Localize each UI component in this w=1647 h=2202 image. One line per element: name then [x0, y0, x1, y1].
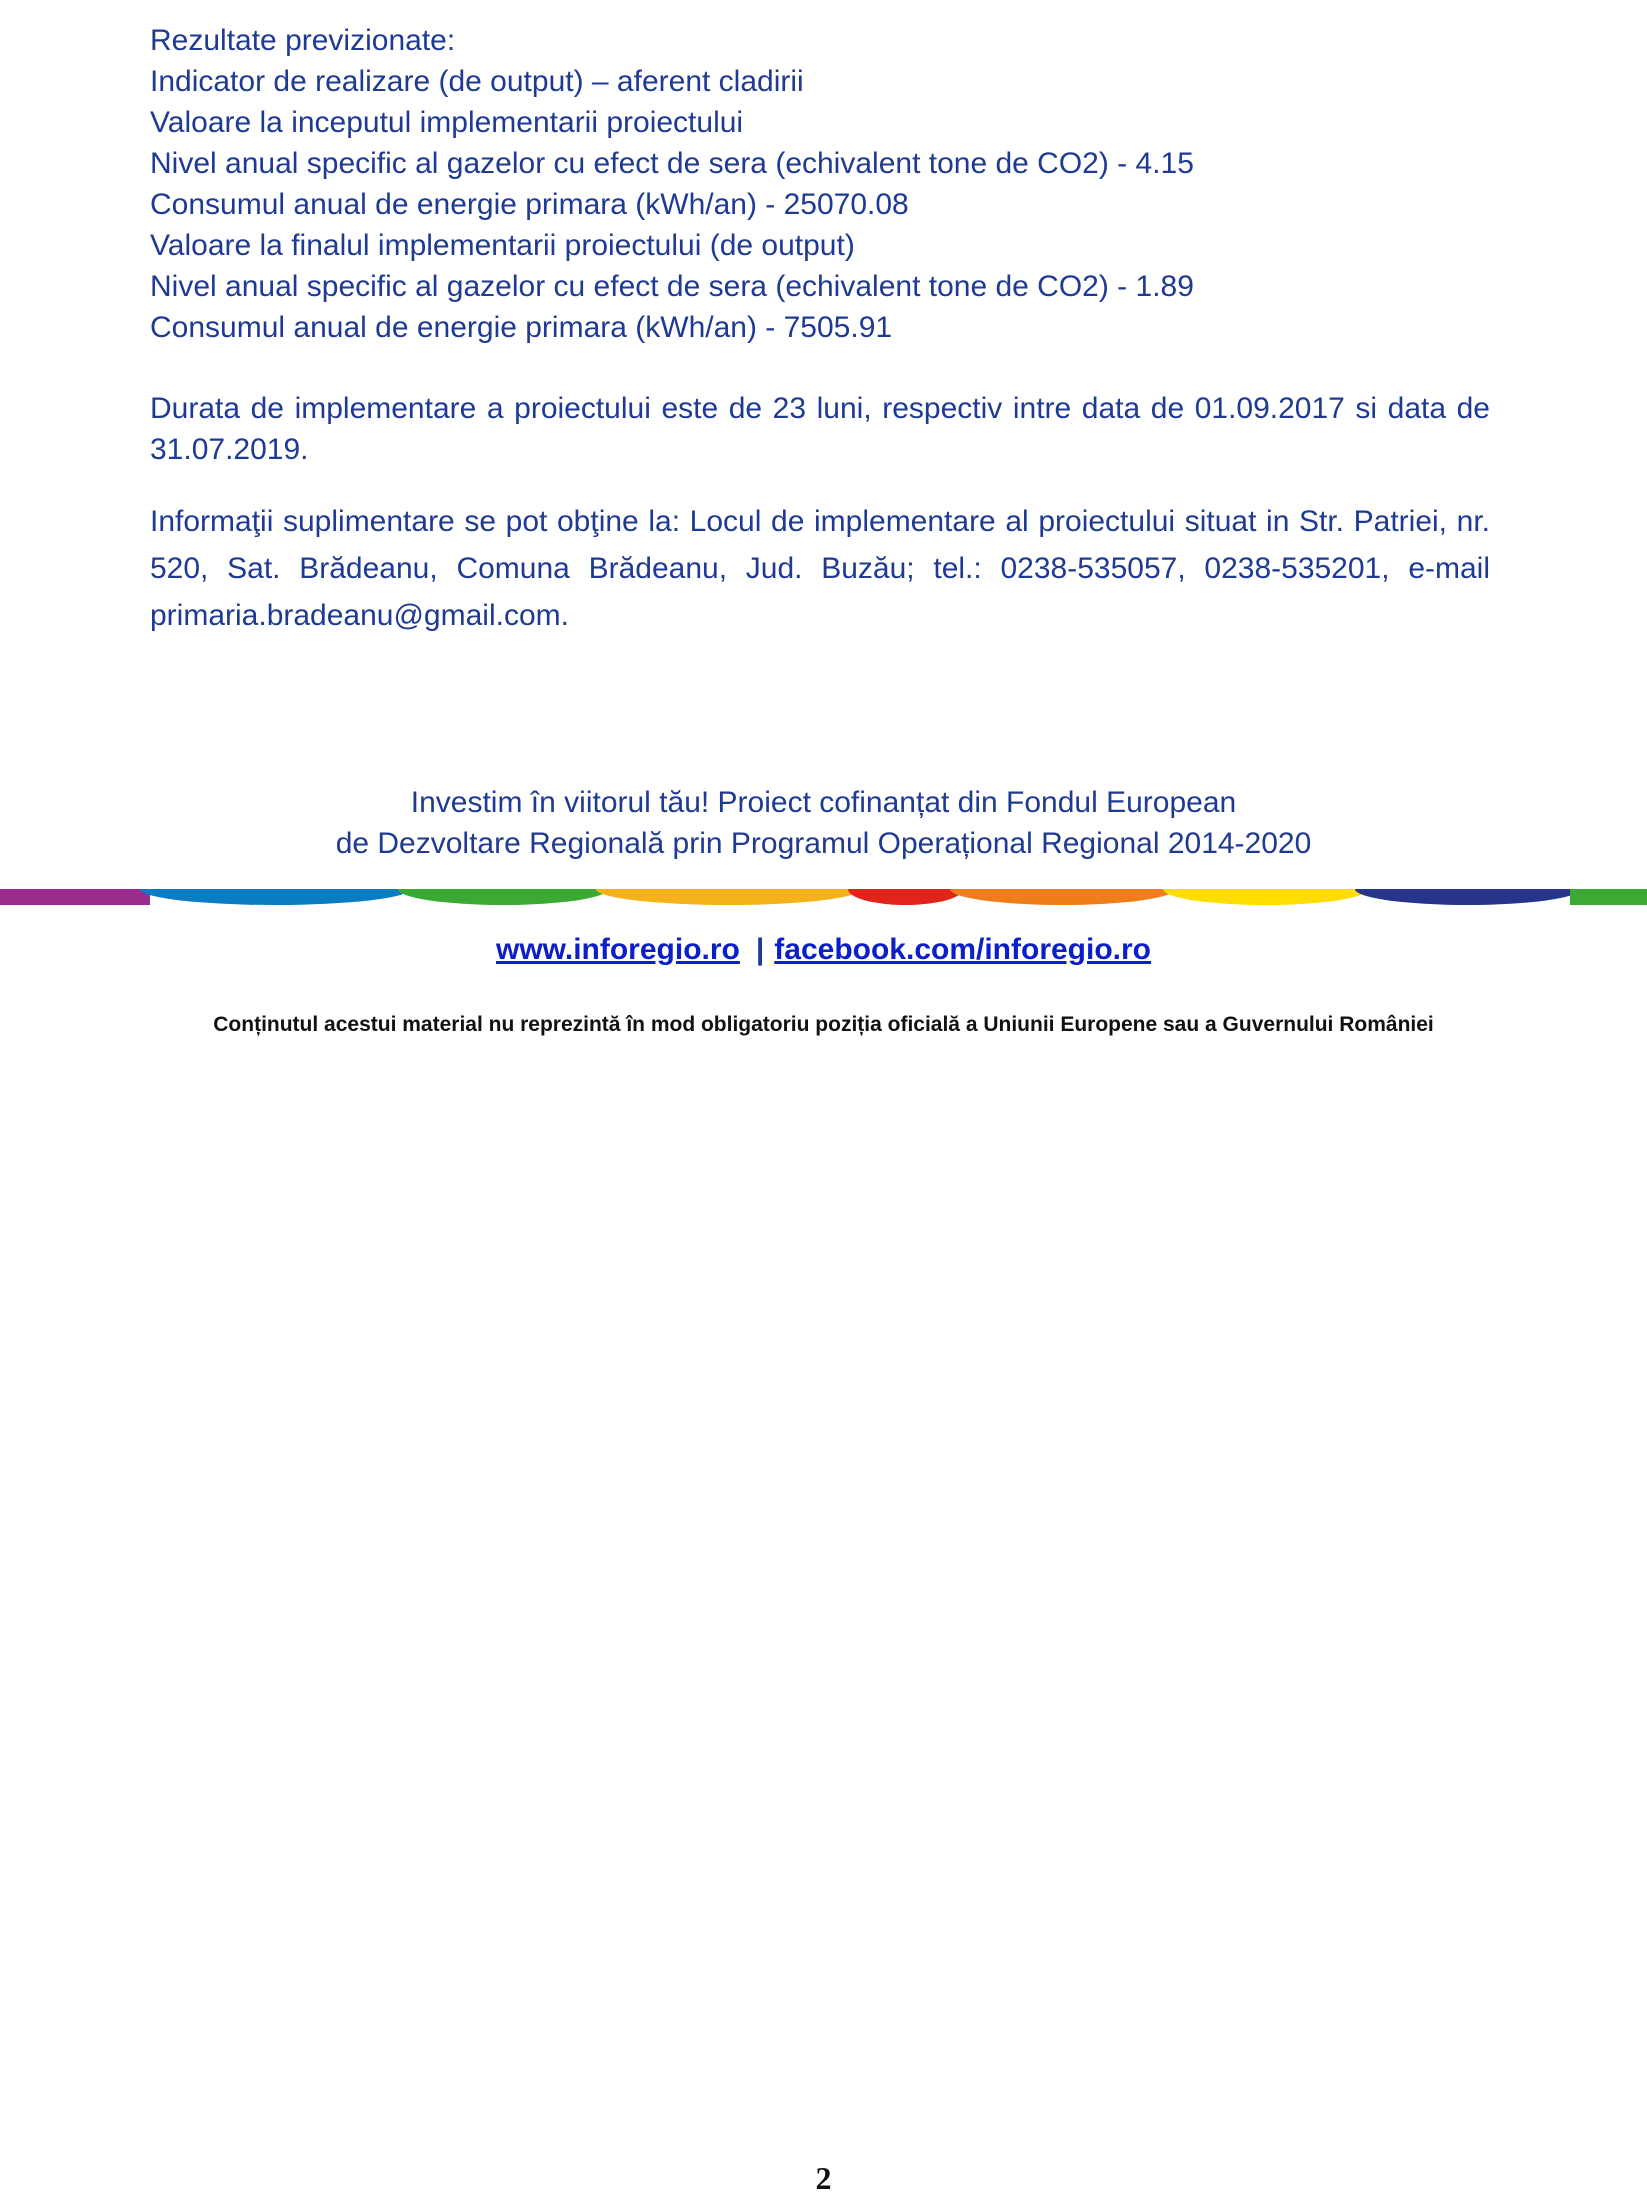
stripe-segment-green: [398, 889, 608, 905]
contact-info-paragraph: Informaţii suplimentare se pot obţine la: Locul de implementare al proiectului situat in Str. Patriei, nr. 520, Sat. Brădeanu, Comuna Brădeanu, Jud. Buzău; tel.: 0238-535057, 0238-535201, e-mail primaria.bradeanu@gmail.com.: [150, 505, 1490, 632]
final-value-heading: Valoare la finalul implementarii proiectului (de output): [150, 229, 855, 262]
final-ghg-line: Nivel anual specific al gazelor cu efect de sera (echivalent tone de CO2) - 1.89: [150, 270, 1194, 303]
footer-links: [0, 930, 1647, 970]
page-number: 2: [815, 2160, 832, 2196]
final-energy-line: Consumul anual de energie primara (kWh/an) - 7505.91: [150, 311, 893, 344]
initial-value-heading: Valoare la inceputul implementarii proiectului: [150, 106, 744, 139]
facebook-link[interactable]: facebook.com/inforegio.ro: [774, 933, 1151, 966]
stripe-segment-orange-yellow: [596, 889, 861, 905]
link-separator: |: [755, 933, 765, 966]
output-indicator-line: Indicator de realizare (de output) – aferent cladirii: [150, 65, 804, 98]
slogan-line-1: Investim în viitorul tău! Proiect cofinanțat din Fondul European: [410, 786, 1237, 819]
disclaimer-text: Conținutul acestui material nu reprezintă în mod obligatoriu poziția oficială a Uniunii Europene sau a Guvernului României: [213, 1013, 1434, 1036]
stripe-segment-purple: [0, 889, 150, 905]
stripe-segment-blue: [140, 889, 410, 905]
initial-energy-line: Consumul anual de energie primara (kWh/an) - 25070.08: [150, 188, 909, 221]
stripe-segment-orange: [950, 889, 1175, 905]
stripe-segment-green-end: [1570, 889, 1647, 905]
inforegio-link[interactable]: www.inforegio.ro: [495, 933, 740, 966]
duration-paragraph: Durata de implementare a proiectului este de 23 luni, respectiv intre data de 01.09.2017 si data de 31.07.2019.: [150, 392, 1490, 466]
stripe-segment-yellow: [1163, 889, 1368, 905]
stripe-segment-navy: [1355, 889, 1580, 905]
color-stripe: [0, 889, 1647, 905]
slogan-line-2: de Dezvoltare Regională prin Programul Operațional Regional 2014-2020: [335, 827, 1312, 860]
initial-ghg-line: Nivel anual specific al gazelor cu efect de sera (echivalent tone de CO2) - 4.15: [150, 147, 1194, 180]
results-heading: Rezultate previzionate:: [150, 24, 456, 57]
results-block: [150, 20, 1490, 348]
stripe-segment-red: [848, 889, 963, 905]
